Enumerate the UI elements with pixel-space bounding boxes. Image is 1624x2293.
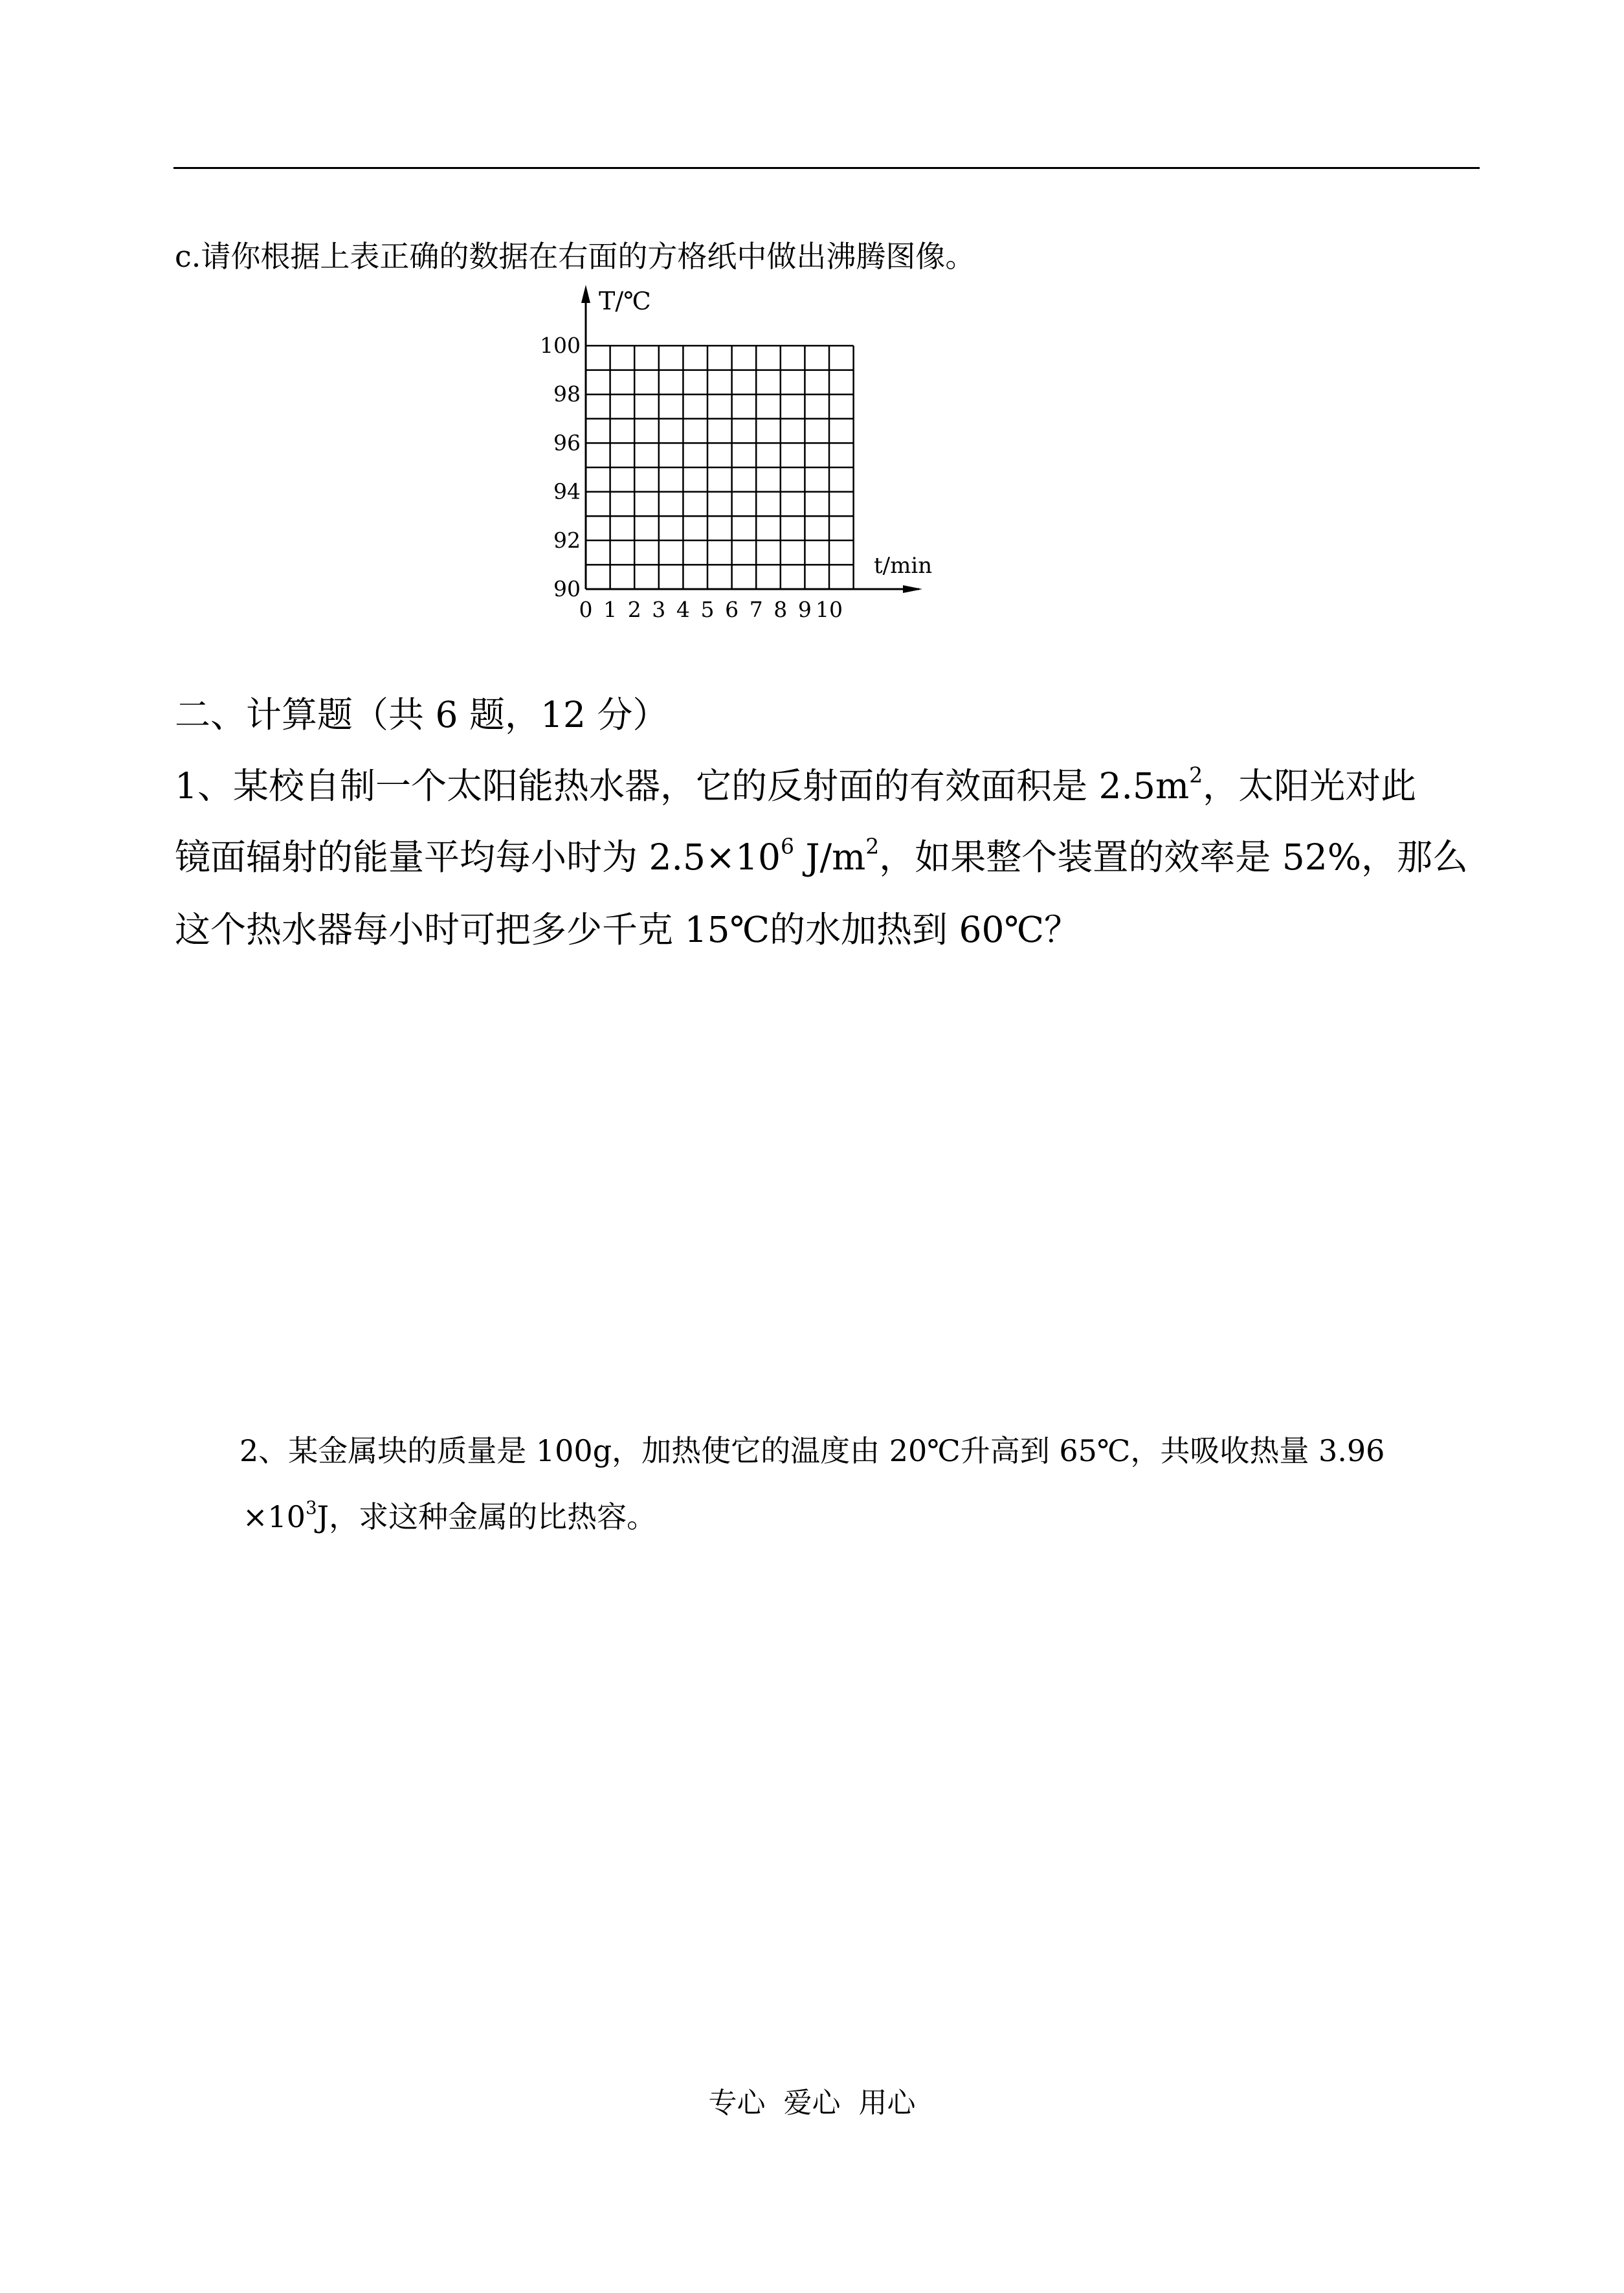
q2-line2-a: ×10: [243, 1499, 306, 1534]
y-tick-label: 94: [553, 478, 581, 504]
y-tick-labels: [540, 333, 581, 601]
q1-line1-b: ，太阳光对此: [1203, 765, 1417, 807]
footer: [0, 2079, 1624, 2121]
x-tick-label: 7: [749, 597, 763, 622]
x-tick-label: 3: [652, 597, 666, 622]
graph-paper: [524, 272, 964, 641]
x-axis-label: t/min: [874, 553, 933, 579]
y-tick-label: 90: [553, 576, 581, 601]
footer-word-2: 爱心: [783, 2086, 841, 2120]
x-tick-label: 4: [676, 597, 690, 622]
x-tick-label: 2: [627, 597, 641, 622]
axes: [581, 285, 922, 593]
x-tick-label: 9: [797, 597, 812, 622]
x-tick-label: 6: [725, 597, 739, 622]
x-tick-labels: [579, 597, 843, 622]
y-tick-label: 92: [553, 527, 581, 553]
section-title: 二、计算题（共 6 题，12 分）: [175, 694, 669, 735]
q2-line1: 2、某金属块的质量是 100g，加热使它的温度由 20℃升高到 65℃，共吸收热量 3.96: [239, 1433, 1385, 1468]
x-axis-arrow: [903, 585, 922, 593]
footer-word-1: 专心: [708, 2086, 766, 2120]
q1-line2-a: 镜面辐射的能量平均每小时为 2.5×10: [175, 836, 781, 878]
y-axis-label: T/℃: [599, 287, 651, 315]
q2-line2-b: J，求这种金属的比热容。: [317, 1499, 657, 1534]
x-tick-label: 10: [816, 597, 843, 622]
q1-line2-sup1: 6: [781, 833, 795, 859]
x-tick-label: 0: [579, 597, 593, 622]
q1-line2-b: J/m: [794, 836, 866, 878]
y-tick-label: 100: [540, 333, 581, 358]
q2-line2-sup: 3: [306, 1497, 317, 1519]
q1-line1-a: 1、某校自制一个太阳能热水器，它的反射面的有效面积是 2.5m: [175, 765, 1190, 807]
x-tick-label: 5: [700, 597, 715, 622]
y-tick-label: 96: [553, 430, 581, 456]
q1-line2: [175, 829, 1468, 880]
instruction-c: c.请你根据上表正确的数据在右面的方格纸中做出沸腾图像。: [175, 239, 975, 274]
footer-word-3: 用心: [858, 2086, 916, 2120]
q1-line1-sup: 2: [1189, 762, 1203, 788]
header-rule: [173, 167, 1480, 169]
q1-line1: [175, 757, 1416, 809]
q1-line2-c: ，如果整个装置的效率是 52%，那么: [879, 836, 1468, 878]
y-axis-arrow: [581, 285, 590, 303]
x-tick-label: 8: [773, 597, 788, 622]
q1-line3: 这个热水器每小时可把多少千克 15℃的水加热到 60℃？: [175, 909, 1080, 950]
grid-lines: [586, 346, 854, 589]
q2-line2: [243, 1493, 656, 1536]
y-tick-label: 98: [553, 381, 581, 407]
q1-line2-sup2: 2: [865, 833, 880, 859]
x-tick-label: 1: [603, 597, 617, 622]
